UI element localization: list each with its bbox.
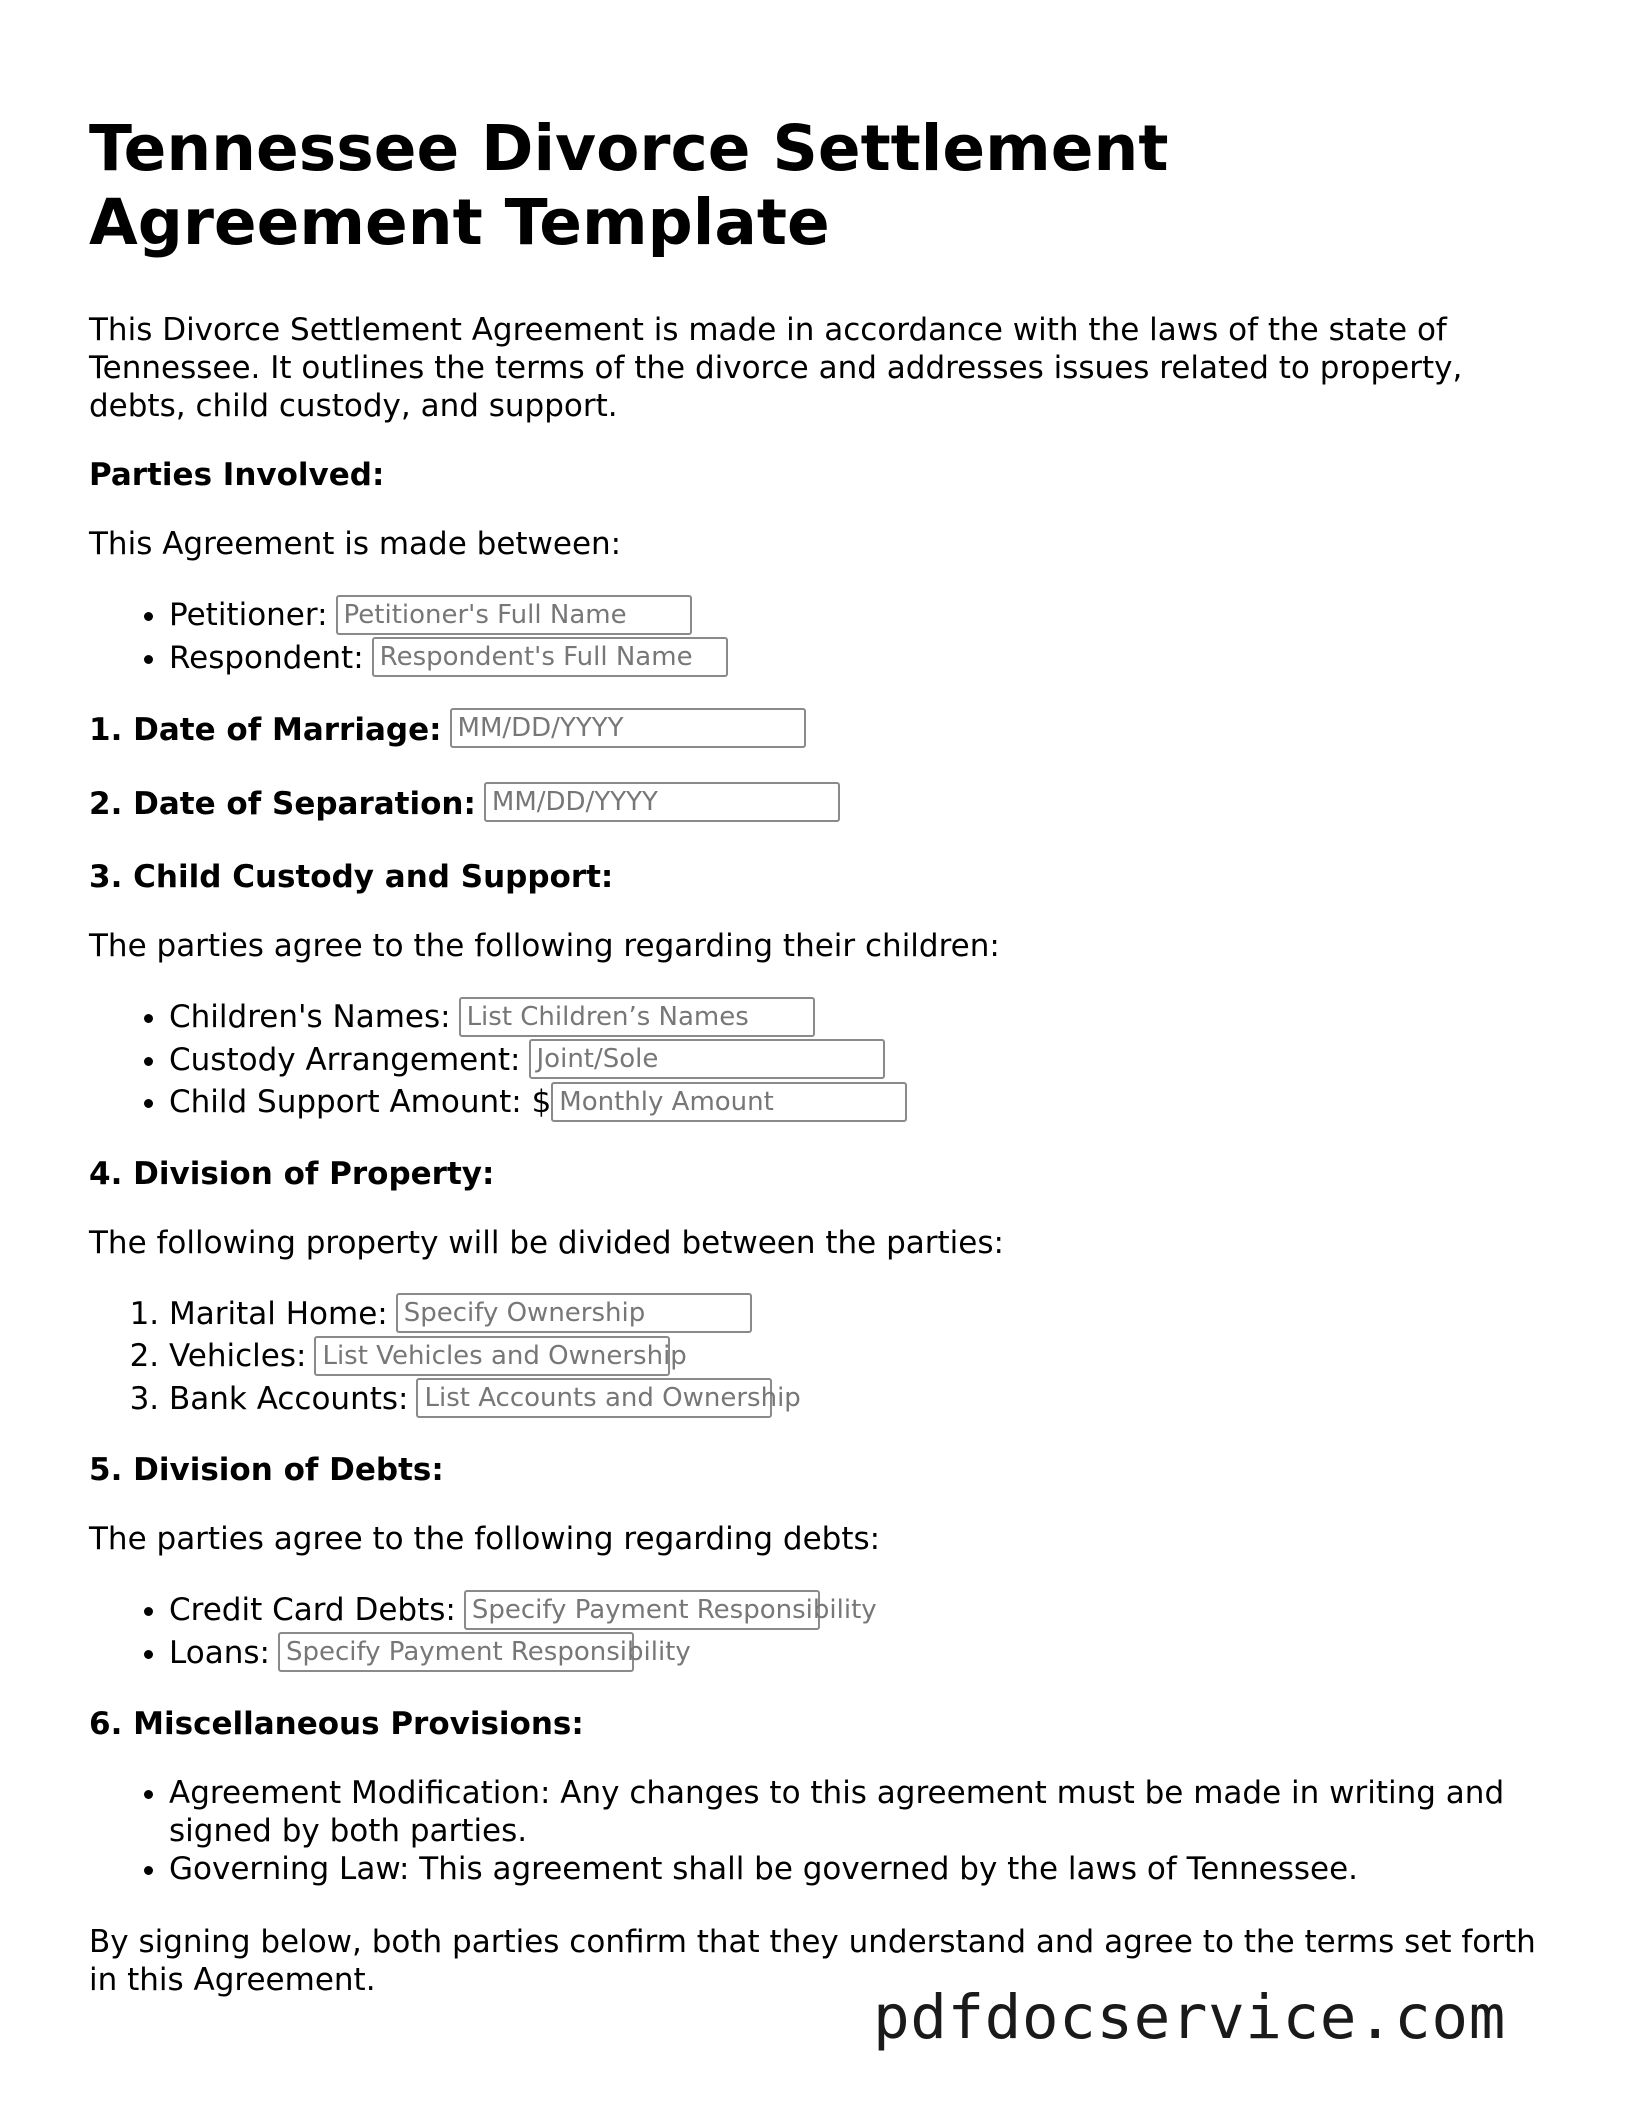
credit-card-debts-label: Credit Card Debts:: [169, 1592, 456, 1628]
custody-heading: 3. Child Custody and Support:: [89, 859, 614, 895]
child-support-label: Child Support Amount: $: [169, 1084, 552, 1120]
debts-heading: 5. Division of Debts:: [89, 1452, 444, 1488]
respondent-label: Respondent:: [169, 639, 364, 676]
parties-heading: Parties Involved:: [89, 457, 385, 493]
vehicles-label: Vehicles:: [169, 1338, 307, 1374]
misc-list: [89, 1774, 1549, 1892]
list-item: [169, 594, 1549, 637]
property-heading: 4. Division of Property:: [89, 1155, 495, 1192]
parties-lead: This Agreement is made between:: [89, 526, 622, 562]
marital-home-field[interactable]: Specify Ownership: [396, 1293, 752, 1333]
date-of-marriage-row: [89, 710, 1549, 750]
parties-list: [89, 594, 1549, 679]
closing-paragraph: By signing below, both parties confirm that they understand and agree to the terms set forth in this Agreement.: [89, 1924, 1536, 1998]
property-list: [89, 1293, 1549, 1421]
list-item: [169, 1632, 1549, 1675]
watermark: pdfdocservice.com: [873, 1982, 1506, 2053]
list-item: [169, 1293, 1549, 1336]
children-names-field[interactable]: List Children’s Names: [459, 997, 815, 1037]
intro-paragraph: This Divorce Settlement Agreement is made in accordance with the laws of the state of Tennessee. It outlines the terms of the divorce and addresses issues related to property, debts, child custody, and support.: [89, 312, 1463, 424]
marital-home-label: Marital Home:: [169, 1295, 388, 1332]
children-names-label: Children's Names:: [169, 999, 451, 1035]
date-of-separation-field[interactable]: MM/DD/YYYY: [484, 782, 840, 822]
bank-accounts-field[interactable]: List Accounts and Ownership: [416, 1378, 772, 1418]
page-title: Tennessee Divorce Settlement Agreement Template: [89, 112, 1169, 259]
custody-arrangement-field[interactable]: Joint/Sole: [529, 1039, 885, 1079]
list-item: [169, 1081, 1549, 1124]
petitioner-name-field[interactable]: Petitioner's Full Name: [336, 595, 692, 635]
bank-accounts-label: Bank Accounts:: [169, 1380, 409, 1417]
debts-lead: The parties agree to the following regarding debts:: [89, 1521, 881, 1557]
date-of-separation-row: [89, 784, 1549, 824]
credit-card-debts-field[interactable]: Specify Payment Responsibility: [464, 1590, 820, 1630]
list-item: [169, 1378, 1549, 1421]
list-item: [169, 637, 1549, 680]
list-item: [169, 1039, 1549, 1082]
custody-arrangement-label: Custody Arrangement:: [169, 1041, 521, 1078]
list-item: • Governing Law: This agreement shall be governed by the laws of Tennessee.: [169, 1850, 1549, 1892]
loans-field[interactable]: Specify Payment Responsibility: [278, 1632, 634, 1672]
misc-heading: 6. Miscellaneous Provisions:: [89, 1706, 584, 1742]
list-item: [169, 996, 1549, 1039]
property-lead: The following property will be divided between the parties:: [89, 1224, 1004, 1261]
date-of-separation-heading: 2. Date of Separation:: [89, 786, 476, 822]
list-item: [169, 1335, 1549, 1378]
list-item: [169, 1589, 1549, 1632]
respondent-name-field[interactable]: Respondent's Full Name: [372, 637, 728, 677]
date-of-marriage-heading: 1. Date of Marriage:: [89, 712, 442, 748]
debts-list: [89, 1589, 1549, 1674]
custody-list: [89, 996, 1549, 1124]
child-support-amount-field[interactable]: Monthly Amount: [551, 1082, 907, 1122]
date-of-marriage-field[interactable]: MM/DD/YYYY: [450, 708, 806, 748]
vehicles-field[interactable]: List Vehicles and Ownership: [314, 1336, 670, 1376]
loans-label: Loans:: [169, 1634, 270, 1671]
petitioner-label: Petitioner:: [169, 597, 328, 633]
list-item: • Agreement Modification: Any changes to this agreement must be made in writing and signed by both parties.: [169, 1774, 1549, 1850]
custody-lead: The parties agree to the following regarding their children:: [89, 928, 1000, 964]
document: [89, 112, 1549, 2030]
